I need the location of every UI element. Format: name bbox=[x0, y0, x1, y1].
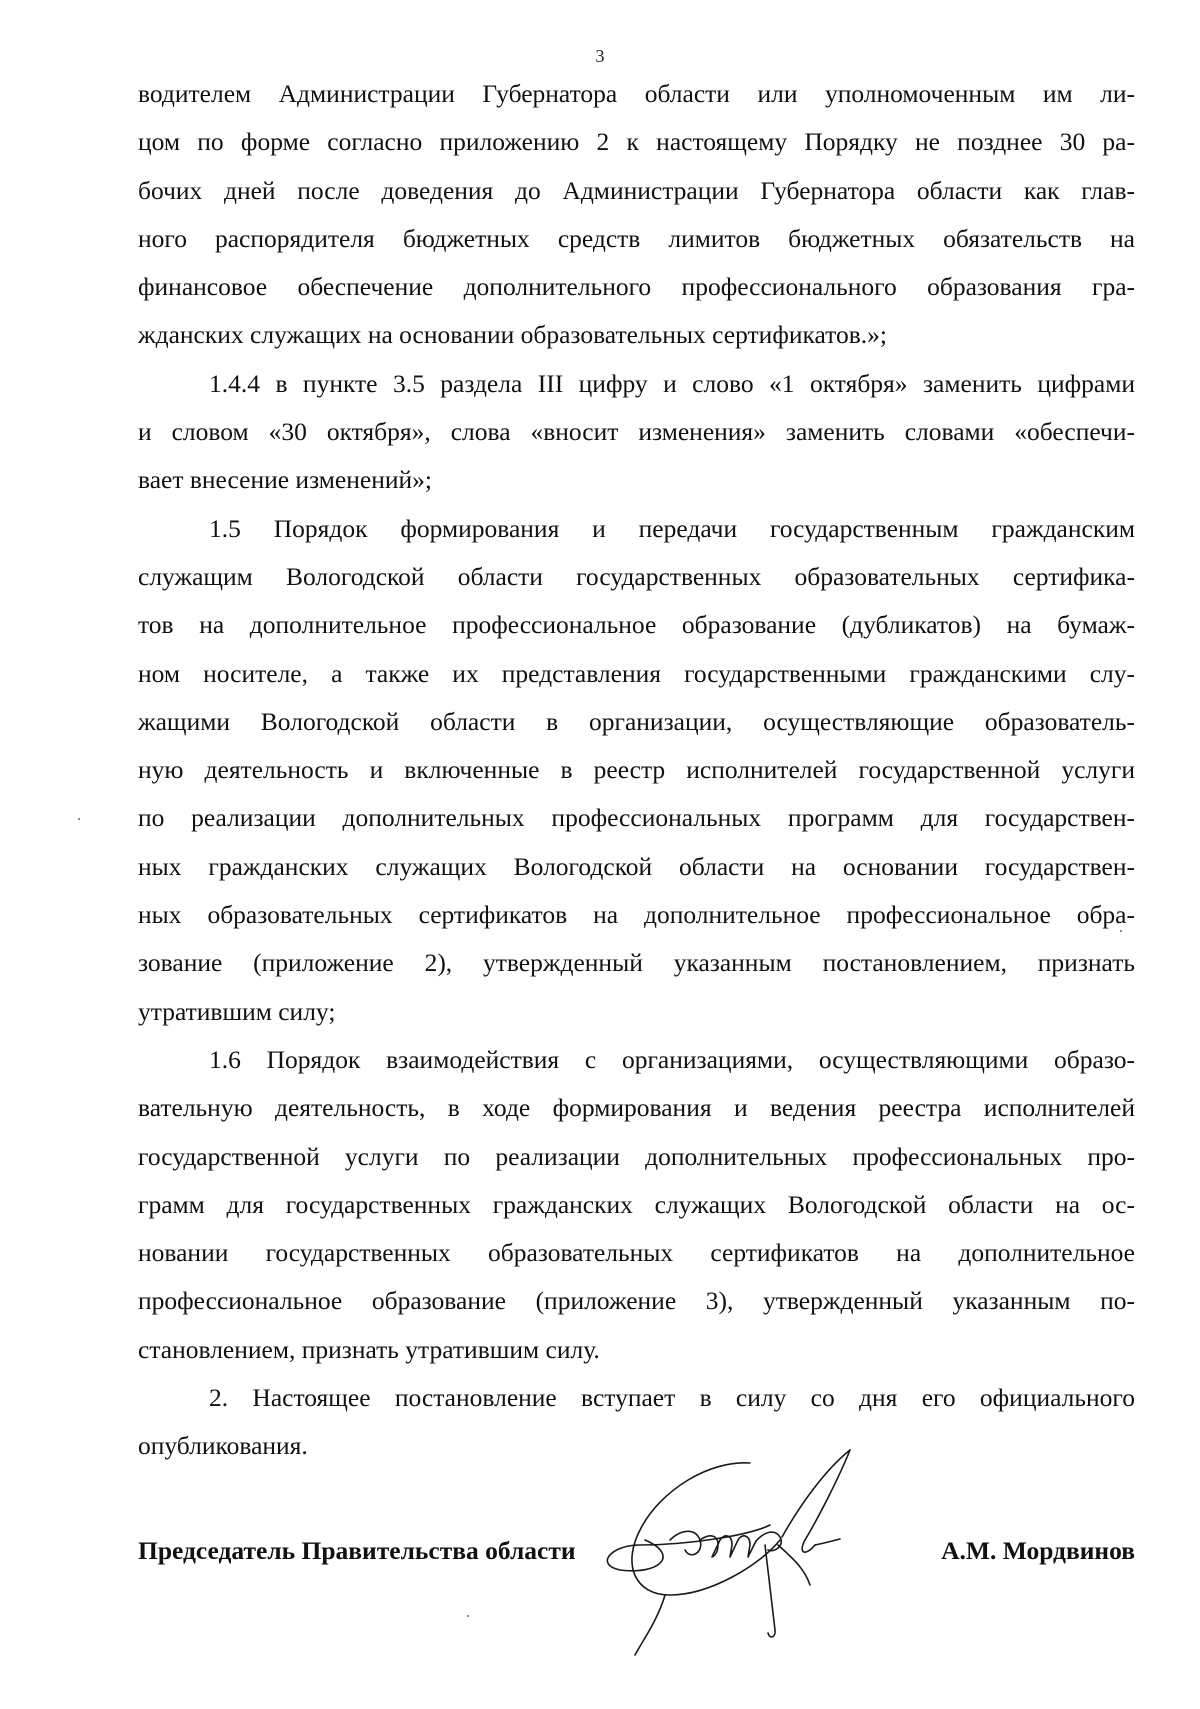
paragraph-continuation bbox=[138, 70, 1135, 360]
paragraph-1-4-4 bbox=[138, 360, 1135, 505]
handwritten-signature bbox=[600, 1445, 960, 1665]
text-line: ную деятельность и включенные в реестр исполнителей государственной услуги bbox=[138, 755, 1135, 785]
text-line: профессиональное образование (приложение 3), утвержденный указанным по- bbox=[138, 1286, 1135, 1316]
signatory-position: Председатель Правительства области bbox=[138, 1536, 576, 1565]
text-line: жащими Вологодской области в организации, осуществляющие образователь- bbox=[138, 706, 1135, 736]
scan-speck bbox=[78, 818, 80, 820]
text-line: 1.6 Порядок взаимодействия с организациями, осуществляющими образо- bbox=[209, 1044, 1135, 1074]
text-line: становлением, признать утратившим силу. bbox=[138, 1334, 600, 1364]
text-line: грамм для государственных гражданских служащих Вологодской области на ос- bbox=[138, 1189, 1135, 1219]
text-line: 1.5 Порядок формирования и передачи государственным гражданским bbox=[209, 513, 1135, 543]
text-line: утратившим силу; bbox=[138, 996, 336, 1026]
text-line: зование (приложение 2), утвержденный указанным постановлением, признать bbox=[138, 948, 1135, 978]
text-line: 2. Настоящее постановление вступает в силу со дня его официального bbox=[209, 1383, 1135, 1413]
text-line: опубликования. bbox=[138, 1431, 308, 1461]
signatory-name: А.М. Мордвинов bbox=[941, 1536, 1135, 1565]
text-line: ных образовательных сертификатов на дополнительное профессиональное обра- bbox=[138, 900, 1135, 930]
text-line: 1.4.4 в пункте 3.5 раздела III цифру и слово «1 октября» заменить цифрами bbox=[209, 368, 1135, 398]
scan-speck bbox=[467, 1615, 469, 1617]
text-line: по реализации дополнительных профессиональных программ для государствен- bbox=[138, 803, 1135, 833]
text-line: вательную деятельность, в ходе формирования и ведения реестра исполнителей bbox=[138, 1093, 1135, 1123]
text-line: финансовое обеспечение дополнительного профессионального образования гра- bbox=[138, 272, 1135, 302]
paragraph-1-6 bbox=[138, 1036, 1135, 1374]
text-line: ного распорядителя бюджетных средств лимитов бюджетных обязательств на bbox=[138, 223, 1135, 253]
text-line: новании государственных образовательных сертификатов на дополнительное bbox=[138, 1238, 1135, 1268]
paragraph-1-5 bbox=[138, 505, 1135, 1036]
text-line: и словом «30 октября», слова «вносит изменения» заменить словами «обеспечи- bbox=[138, 417, 1135, 447]
document-body bbox=[138, 70, 1135, 1471]
text-line: государственной услуги по реализации дополнительных профессиональных про- bbox=[138, 1141, 1135, 1171]
text-line: бочих дней после доведения до Администрации Губернатора области как глав- bbox=[138, 175, 1135, 205]
text-line: ных гражданских служащих Вологодской области на основании государствен- bbox=[138, 851, 1135, 881]
text-line: тов на дополнительное профессиональное образование (дубликатов) на бумаж- bbox=[138, 610, 1135, 640]
text-line: цом по форме согласно приложению 2 к настоящему Порядку не позднее 30 ра- bbox=[138, 127, 1135, 157]
text-line: вает внесение изменений»; bbox=[138, 465, 432, 495]
text-line: жданских служащих на основании образовательных сертификатов.»; bbox=[138, 320, 887, 350]
text-line: служащим Вологодской области государственных образовательных сертифика- bbox=[138, 561, 1135, 591]
page-number: 3 bbox=[595, 46, 605, 66]
scan-speck bbox=[1120, 930, 1122, 932]
text-line: водителем Администрации Губернатора области или уполномоченным им ли- bbox=[138, 79, 1135, 108]
text-line: ном носителе, а также их представления государственными гражданскими слу- bbox=[138, 658, 1135, 688]
